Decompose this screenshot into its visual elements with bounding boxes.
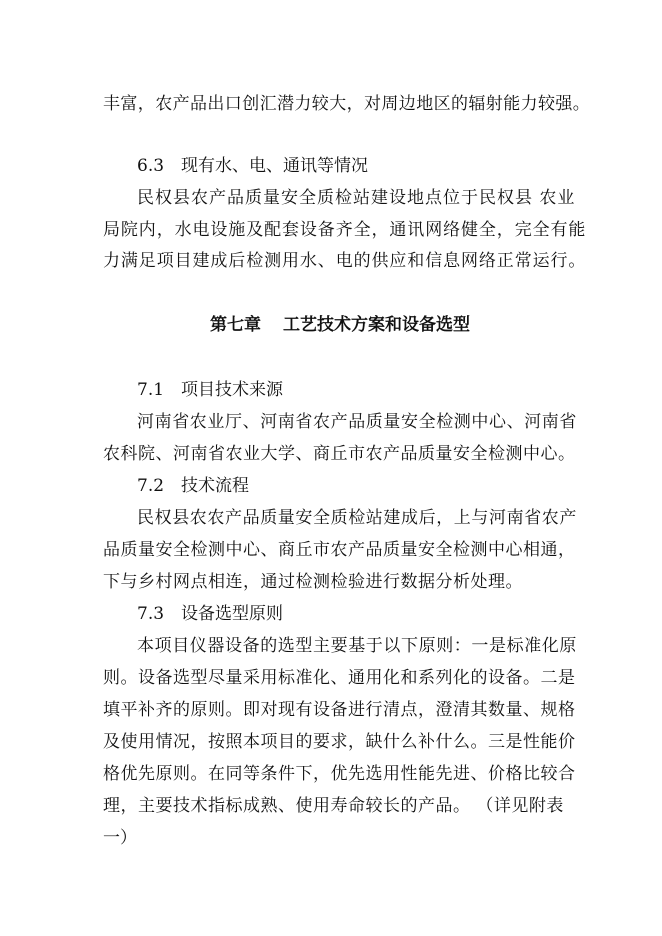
chapter-number: 第七章 (210, 315, 261, 335)
chapter-heading (210, 313, 470, 337)
body-text-line: 理，主要技术指标成熟、使用寿命较长的产品。 （详见附表 (103, 796, 564, 816)
body-text-line: 格优先原则。在同等条件下，优先选用性能先进、价格比较合 (103, 764, 576, 784)
body-text-line: 填平补齐的原则。即对现有设备进行清点，澄清其数量、规格 (103, 700, 576, 720)
body-text-line: 农科院、河南省农业大学、商丘市农产品质量安全检测中心。 (103, 444, 576, 464)
section-number: 7.1 (137, 380, 165, 400)
body-text-line: 及使用情况，按照本项目的要求，缺什么补什么。三是性能价 (103, 732, 576, 752)
section-number: 7.3 (137, 604, 165, 624)
section-number: 7.2 (137, 476, 165, 496)
section-title: 项目技术来源 (181, 380, 283, 400)
body-text-line: 丰富，农产品出口创汇潜力较大，对周边地区的辐射能力较强。 (103, 94, 591, 114)
section-title: 技术流程 (181, 476, 249, 496)
section-heading-6-3 (137, 154, 368, 178)
chapter-title: 工艺技术方案和设备选型 (283, 315, 470, 335)
body-text-line: 民权县农产品质量安全质检站建设地点位于民权县 农业 (137, 188, 576, 208)
body-text-line: 河南省农业厅、河南省农产品质量安全检测中心、河南省 (137, 412, 577, 432)
body-text-line: 则。设备选型尽量采用标准化、通用化和系列化的设备。二是 (103, 668, 576, 688)
body-text-line: 品质量安全检测中心、商丘市农产品质量安全检测中心相通， (103, 540, 576, 560)
body-text-line: 下与乡村网点相连，通过检测检验进行数据分析处理。 (103, 572, 523, 592)
section-heading-7-2 (137, 474, 249, 498)
body-text-line: 民权县农农产品质量安全质检站建成后，上与河南省农产 (137, 508, 577, 528)
section-heading-7-3 (137, 602, 283, 626)
section-title: 现有水、电、通讯等情况 (181, 156, 368, 176)
section-heading-7-1 (137, 378, 283, 402)
body-text-line: 本项目仪器设备的选型主要基于以下原则：一是标准化原 (137, 636, 577, 656)
body-text-line: 局院内，水电设施及配套设备齐全，通讯网络健全，完全有能 (103, 220, 587, 240)
body-text-line: 一） (103, 828, 137, 848)
section-number: 6.3 (137, 156, 165, 176)
body-text-line: 力满足项目建成后检测用水、电的供应和信息网络正常运行。 (103, 251, 587, 271)
section-title: 设备选型原则 (181, 604, 283, 624)
